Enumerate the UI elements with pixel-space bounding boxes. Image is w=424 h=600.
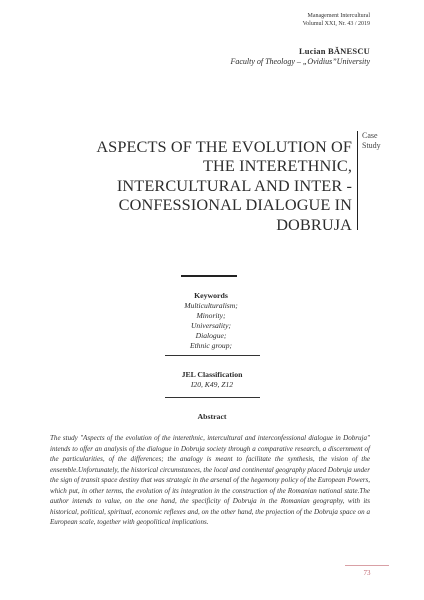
article-type (362, 131, 381, 151)
abstract-heading: Abstract (197, 412, 227, 421)
keywords-divider (165, 355, 260, 356)
jel-section (150, 369, 274, 390)
author-affiliation: Faculty of Theology – „Ovidius”University (230, 57, 370, 66)
author-block (230, 46, 370, 67)
keywords-section (161, 290, 261, 351)
title-line: INTERCULTURAL AND INTER - (116, 175, 352, 195)
keywords-heading: Keywords (194, 291, 228, 300)
page-number-rule (345, 565, 389, 566)
title-line: ASPECTS OF THE EVOLUTION OF (96, 137, 352, 156)
author-name: Lucian BĂNESCU (298, 46, 370, 56)
paper-title (52, 137, 352, 234)
keyword-item: Dialogue; (195, 331, 227, 340)
title-divider (357, 131, 358, 230)
jel-divider (165, 397, 260, 398)
section-divider (181, 275, 237, 277)
title-line: DOBRUJA (276, 214, 352, 234)
keyword-item: Universality; (190, 321, 232, 330)
article-type-line: Study (362, 141, 381, 150)
journal-name: Management Intercultural (307, 13, 370, 19)
title-line: THE INTERETHNIC, (202, 156, 352, 176)
jel-heading: JEL Classification (181, 370, 243, 379)
journal-header (303, 12, 370, 28)
jel-codes: I20, K49, Z12 (190, 380, 234, 389)
keyword-item: Multiculturalism; (184, 301, 238, 310)
page-number: 73 (363, 569, 371, 577)
title-line: CONFESSIONAL DIALOGUE IN (118, 195, 352, 215)
keyword-item: Minority; (196, 311, 226, 320)
article-type-line: Case (362, 131, 378, 140)
keyword-item: Ethnic group; (189, 341, 233, 350)
volume-info: Volumul XXI, Nr. 43 / 2019 (302, 21, 370, 27)
abstract-text: The study "Aspects of the evolution of the interethnic, intercultural and interconfessional dialogue in Dobruja" intends to offer an analysis of the dialogue in Dobruja society through a comparative research, a discernment of the particularities, of the differences; the analogy is meant to facilitate the synthesis, the vision of the ensemble.Unfortunately, the historical circumstances, the local and continental geography placed Dobruja under the sign of transit space destiny that was strategic in the arsenal of the hegemony policy of the European Powers, which put, in other terms, the evolution of its integration in the construction of the Romanian national state.The author intends to value, on the one hand, the specificity of Dobruja in the Romanian geography, with its historical, political, spiritual, economic reflexes and, on the other hand, the projection of the Dobruja space on a European scale, together with geopolitical implications. (50, 434, 370, 527)
